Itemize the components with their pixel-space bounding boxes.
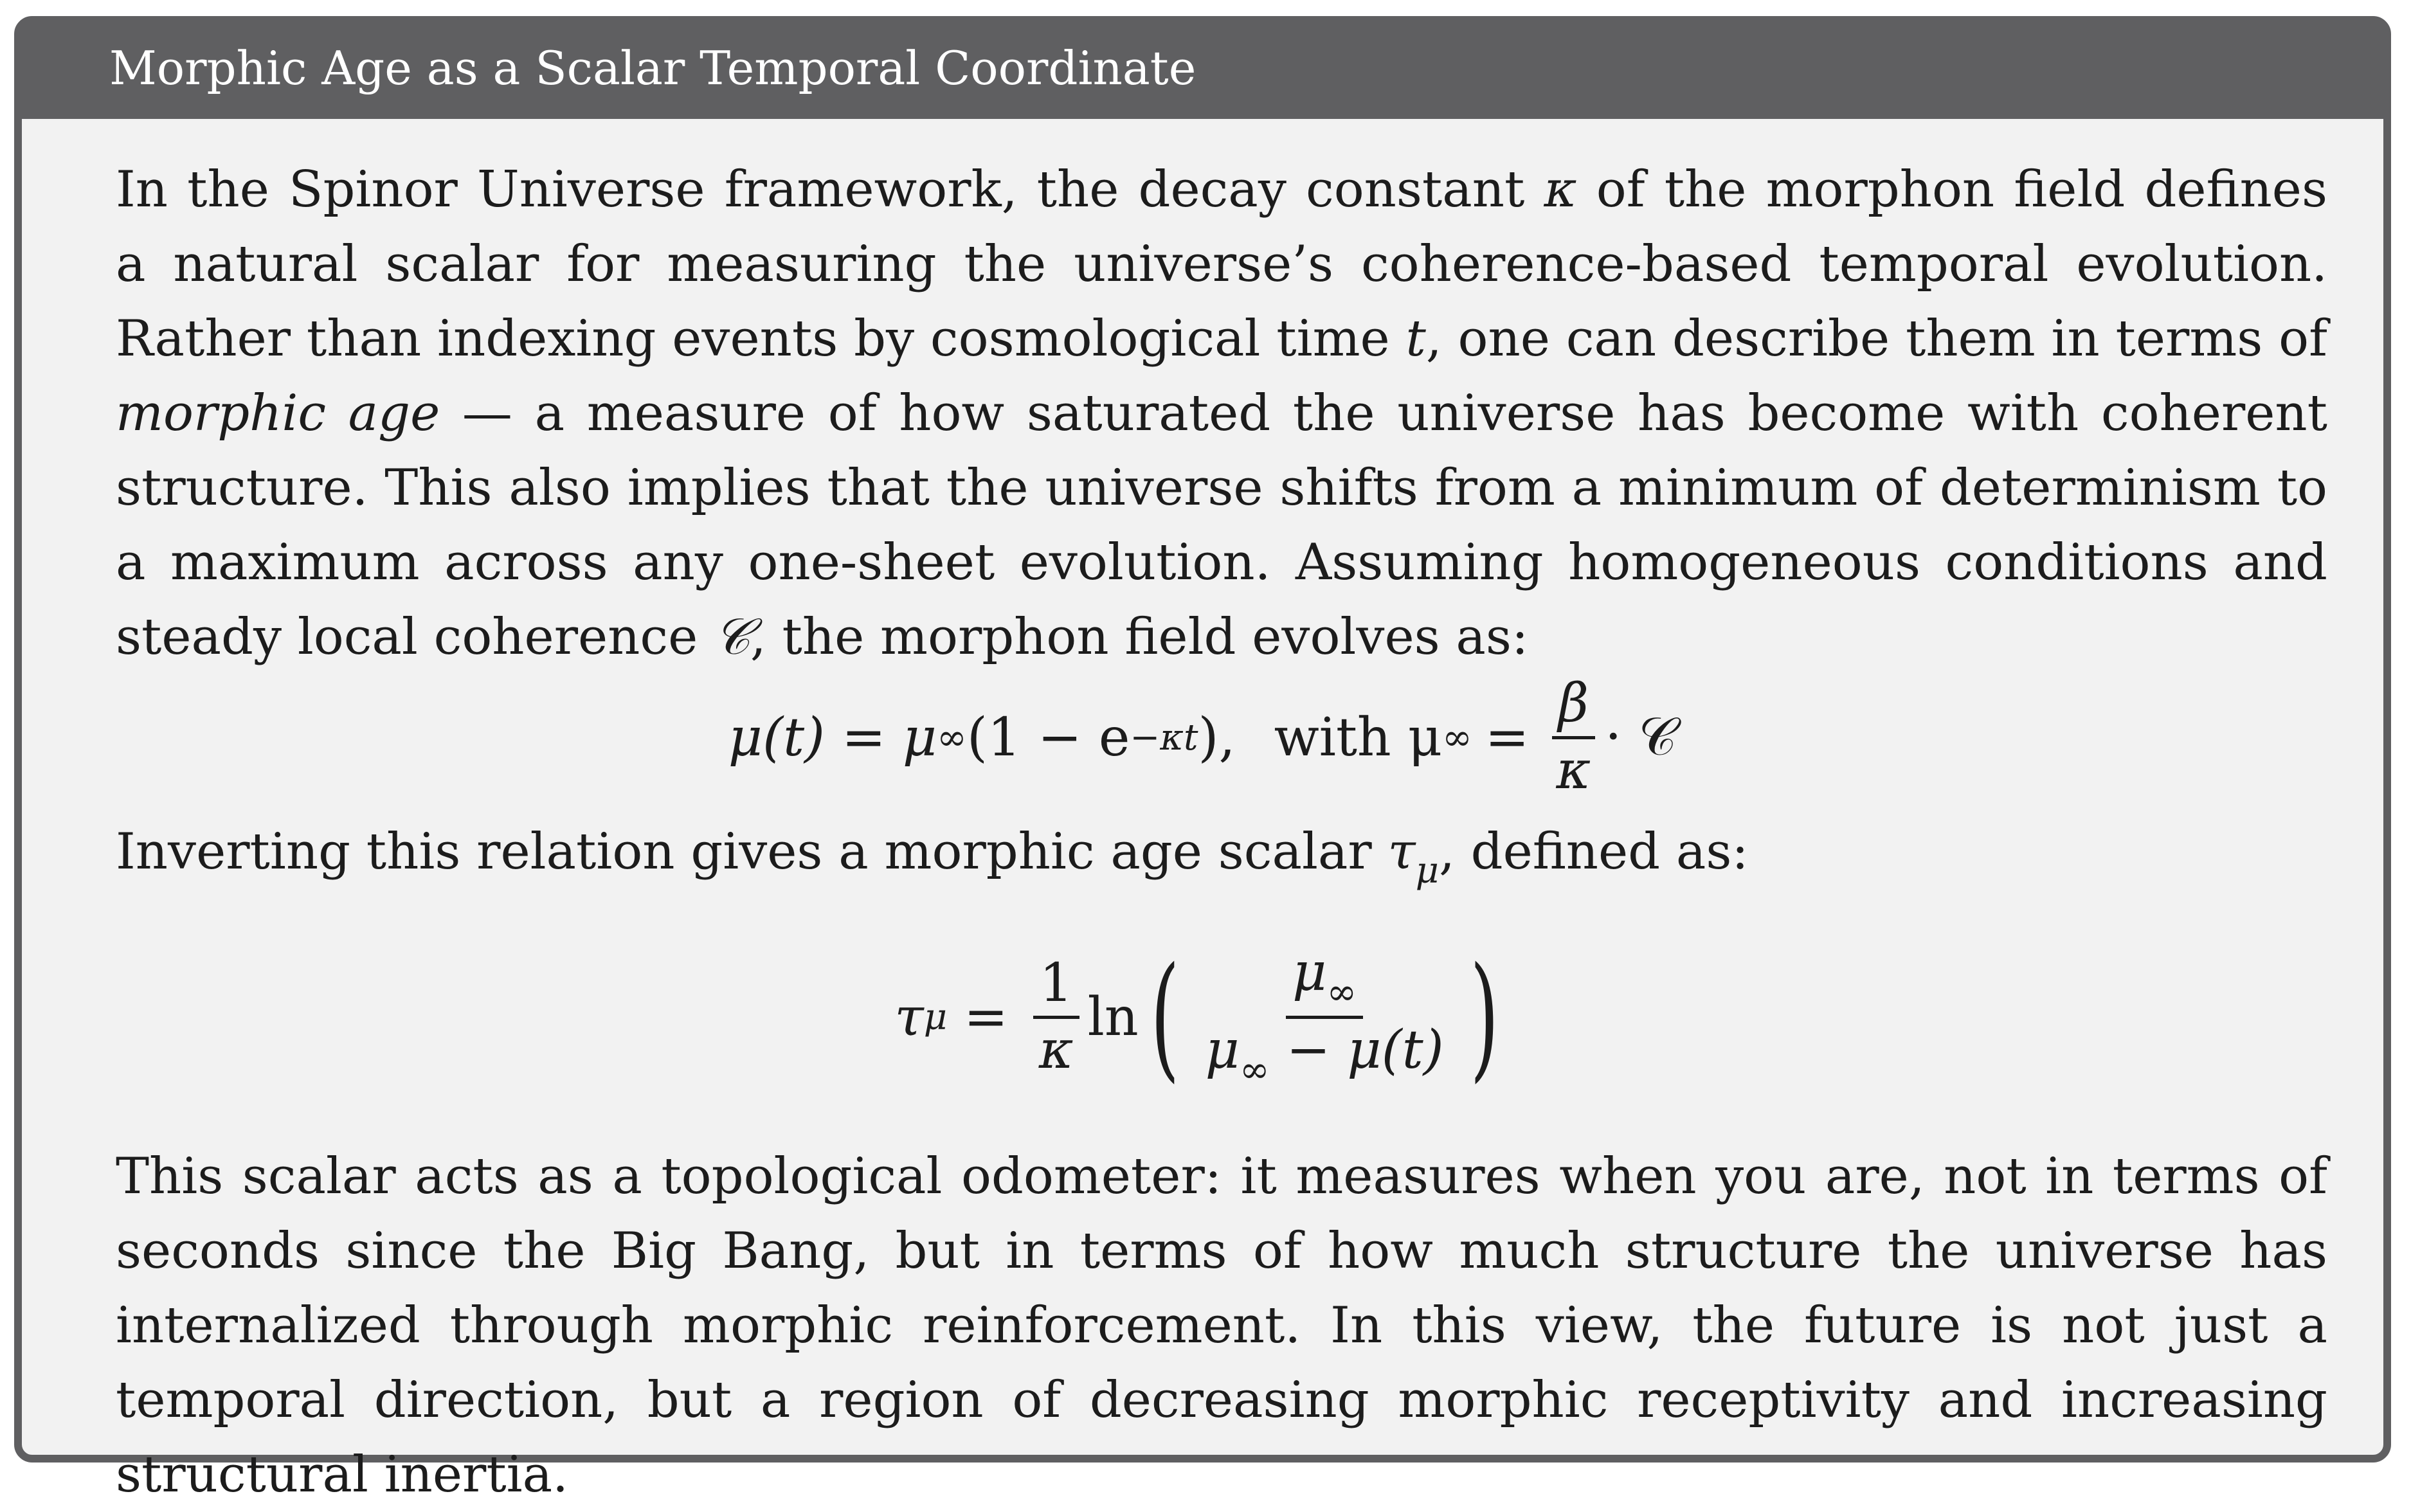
eq1-paren-close: ), bbox=[1198, 706, 1236, 768]
after-text-1: Inverting this relation gives a morphic age scalar bbox=[116, 823, 1388, 881]
coherence-symbol: 𝒞 bbox=[714, 608, 750, 666]
eq2-left-paren: ( bbox=[1150, 938, 1180, 1095]
eq2-tau: τ bbox=[894, 986, 924, 1048]
intro-text-5: , the morphon field evolves as: bbox=[750, 608, 1529, 666]
eq2-den-mu: μ bbox=[1205, 1019, 1240, 1081]
intro-text-3: , one can describe them in terms of bbox=[1425, 310, 2327, 368]
eq2-one: 1 bbox=[1033, 956, 1079, 1018]
eq1-lhs: μ(t) = μ bbox=[728, 706, 937, 768]
eq2-ln: ln bbox=[1087, 986, 1139, 1048]
eq1-inf-sub: ∞ bbox=[937, 716, 967, 759]
eq1-inf2-sub: ∞ bbox=[1442, 716, 1472, 759]
eq2-num-inf: ∞ bbox=[1326, 971, 1357, 1013]
eq1-fraction-den: κ bbox=[1556, 739, 1591, 801]
kappa-symbol: κ bbox=[1544, 161, 1577, 219]
eq2-num-mu: μ bbox=[1292, 941, 1327, 1003]
eq1-fraction bbox=[1549, 673, 1597, 801]
eq1-tail: · 𝒞 bbox=[1605, 706, 1677, 768]
eq1-paren-open: (1 − e bbox=[966, 706, 1130, 768]
intro-paragraph bbox=[116, 152, 2327, 674]
time-symbol: t bbox=[1405, 310, 1426, 368]
inversion-paragraph bbox=[116, 815, 2327, 908]
tau-mu-sub: μ bbox=[1415, 850, 1440, 892]
morphic-age-term: morphic age bbox=[116, 384, 440, 442]
eq2-mu-sub: μ bbox=[923, 996, 948, 1038]
eq1-exponent: −κt bbox=[1130, 716, 1198, 759]
box-title: Morphic Age as a Scalar Temporal Coordinate bbox=[22, 24, 2383, 119]
tau-symbol: τ bbox=[1387, 823, 1416, 881]
eq2-ratio bbox=[1199, 941, 1450, 1091]
eq1-with: with μ bbox=[1274, 706, 1443, 768]
equation-morphic-age bbox=[22, 937, 2383, 1097]
eq2-right-paren: ) bbox=[1470, 938, 1499, 1095]
eq1-fraction-num: β bbox=[1552, 676, 1595, 739]
intro-text-1: In the Spinor Universe framework, the decay constant bbox=[116, 161, 1544, 219]
eq1-equals: = bbox=[1485, 706, 1530, 768]
intro-text-2: of the morphon field defines a natural scalar for measuring the universe’s coherence-based temporal evolution. Rather than indexing events by cosmological time bbox=[116, 161, 2327, 368]
after-text-2: , defined as: bbox=[1439, 823, 1749, 881]
closing-paragraph: This scalar acts as a topological odometer: it measures when you are, not in terms of seconds since the Big Bang, but in terms of how much structure the universe has internalized through morphic reinforcement. In this view, the future is not just a temporal direction, but a region of decreasing morphic receptivity and increasing structural inertia. bbox=[116, 1148, 2327, 1504]
eq2-ratio-num bbox=[1286, 941, 1363, 1019]
intro-text-4: — a measure of how saturated the universe has become with coherent structure. This also implies that the universe shifts from a minimum of determinism to a maximum across any one-sheet evolution. Assuming homogeneous conditions and steady local coherence bbox=[116, 384, 2327, 666]
eq2-den-inf: ∞ bbox=[1239, 1048, 1270, 1091]
eq2-equals: = bbox=[964, 986, 1008, 1048]
equation-morphon-field bbox=[22, 673, 2383, 802]
theorem-box bbox=[14, 16, 2391, 1504]
eq2-den-rest: − μ(t) bbox=[1269, 1019, 1444, 1081]
eq2-ratio-den bbox=[1199, 1019, 1450, 1090]
eq2-kappa: κ bbox=[1038, 1019, 1074, 1081]
eq2-inv-kappa bbox=[1033, 953, 1080, 1081]
